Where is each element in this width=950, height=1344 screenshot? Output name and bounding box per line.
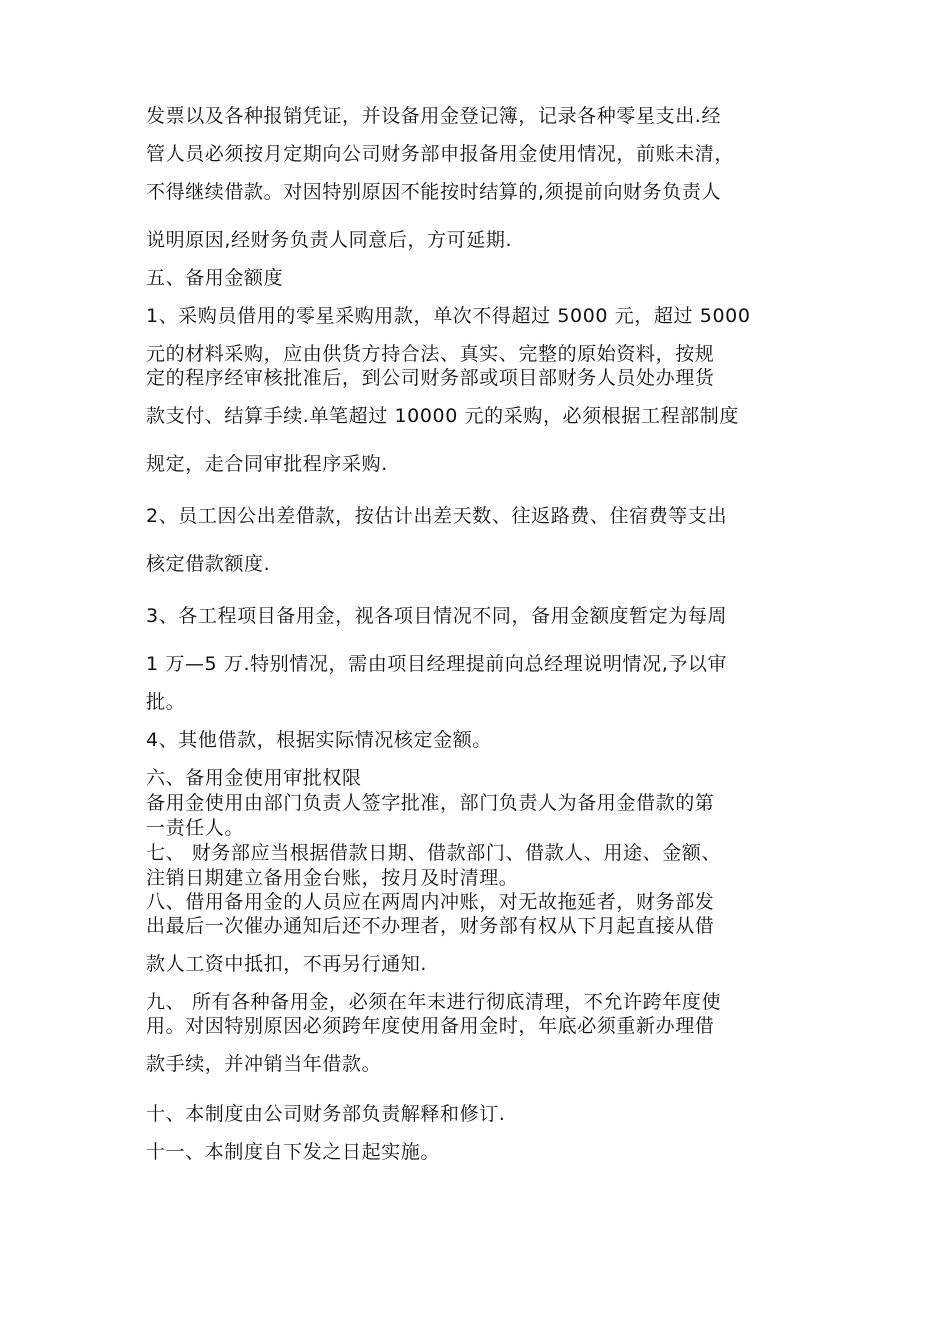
text-line: 3、各工程项目备用金，视各项目情况不同，备用金额度暂定为每周 (146, 605, 728, 627)
text-line: 管人员必须按月定期向公司财务部申报备用金使用情况，前账未清， (146, 143, 735, 165)
text-line: 规定，走合同审批程序采购. (146, 453, 388, 475)
text-line: 备用金使用由部门负责人签字批准，部门负责人为备用金借款的第 (146, 792, 715, 814)
text-line: 1 万—5 万.特别情况，需由项目经理提前向总经理说明情况,予以审 (146, 653, 728, 675)
text-line: 注销日期建立备用金台账，按月及时清理。 (146, 867, 519, 889)
text-line: 批。 (146, 691, 186, 713)
text-line: 出最后一次催办通知后还不办理者，财务部有权从下月起直接从借 (146, 915, 715, 937)
text-line: 款手续，并冲销当年借款。 (146, 1053, 382, 1075)
text-line: 发票以及各种报销凭证，并设备用金登记簿，记录各种零星支出.经 (146, 105, 722, 127)
section-heading: 六、备用金使用审批权限 (146, 767, 362, 789)
text-line: 九、 所有各种备用金，必须在年末进行彻底清理，不允许跨年度使 (146, 991, 722, 1013)
text-line: 2、员工因公出差借款，按估计出差天数、往返路费、住宿费等支出 (146, 505, 728, 527)
text-line: 用。对因特别原因必须跨年度使用备用金时，年底必须重新办理借 (146, 1015, 715, 1037)
text-line: 七、 财务部应当根据借款日期、借款部门、借款人、用途、金额、 (146, 842, 722, 864)
text-line: 4、其他借款，根据实际情况核定金额。 (146, 729, 492, 751)
text-line: 八、借用备用金的人员应在两周内冲账，对无故拖延者，财务部发 (146, 891, 715, 913)
text-line: 元的材料采购，应由供货方持合法、真实、完整的原始资料，按规 (146, 343, 715, 365)
text-line: 说明原因,经财务负责人同意后，方可延期. (146, 229, 513, 251)
text-line: 一责任人。 (146, 817, 245, 839)
section-heading: 五、备用金额度 (146, 267, 284, 289)
text-line: 十一、本制度自下发之日起实施。 (146, 1141, 441, 1163)
text-line: 十、本制度由公司财务部负责解释和修订. (146, 1103, 506, 1125)
text-line: 核定借款额度. (146, 553, 271, 575)
text-line: 定的程序经审核批准后，到公司财务部或项目部财务人员处办理货 (146, 367, 715, 389)
text-line: 不得继续借款。对因特别原因不能按时结算的,须提前向财务负责人 (146, 181, 722, 203)
text-line: 款人工资中抵扣，不再另行通知. (146, 953, 428, 975)
text-line: 1、采购员借用的零星采购用款，单次不得超过 5000 元，超过 5000 (146, 305, 751, 327)
text-line: 款支付、结算手续.单笔超过 10000 元的采购，必须根据工程部制度 (146, 405, 739, 427)
